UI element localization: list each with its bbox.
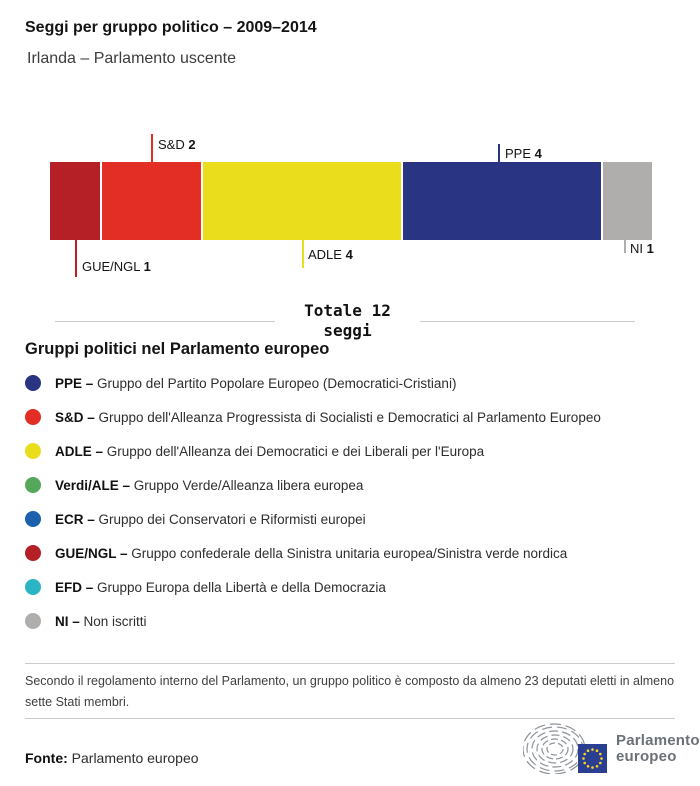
legend-item-ecr — [25, 502, 685, 536]
ppe-dot-icon — [25, 375, 41, 391]
hemicycle-arcs — [523, 724, 585, 774]
callout-label-sd — [158, 137, 196, 152]
footer-rule-bottom — [25, 718, 675, 719]
legend-label: GUE/NGL – Gruppo confederale della Sinistra unitaria europea/Sinistra verde nordica — [55, 545, 568, 561]
group-name: S&D — [158, 137, 185, 152]
callout-tick-ppe — [498, 144, 500, 162]
seat-count: 2 — [188, 137, 196, 152]
efd-dot-icon — [25, 579, 41, 595]
legend-item-ppe — [25, 366, 685, 400]
footer-note: Secondo il regolamento interno del Parlamento, un gruppo politico è composto da almeno 23 deputati eletti in almeno sette Stati membri. — [25, 674, 675, 709]
ep-logo-line1: Parlamento — [616, 732, 700, 749]
legend-list — [25, 366, 685, 638]
ep-logo-text — [616, 733, 700, 765]
source-value: Parlamento europeo — [71, 750, 199, 766]
bar-segment-gue — [50, 162, 100, 240]
ecr-dot-icon — [25, 511, 41, 527]
legend-heading: Gruppi politici nel Parlamento europeo — [25, 340, 330, 358]
legend-label: ADLE – Gruppo dell'Alleanza dei Democratici e dei Liberali per l'Europa — [55, 443, 485, 459]
seat-count: 1 — [646, 241, 654, 256]
callout-label-ni — [630, 241, 654, 256]
ep-logo — [523, 722, 700, 774]
footer-rule-top — [25, 663, 675, 664]
bar-segment-sd — [102, 162, 201, 240]
legend-item-verdi — [25, 468, 685, 502]
callout-tick-gue — [75, 240, 77, 277]
divider-line-right — [420, 321, 635, 322]
total-line2: seggi — [323, 321, 372, 340]
bar-segment-ppe — [403, 162, 601, 240]
bar-segment-ni — [603, 162, 653, 240]
legend-label: ECR – Gruppo dei Conservatori e Riformisti europei — [55, 511, 366, 527]
callout-label-ppe — [505, 146, 542, 161]
bar-segment-adle — [203, 162, 401, 240]
ni-dot-icon — [25, 613, 41, 629]
legend-item-efd — [25, 570, 685, 604]
seat-bar — [50, 162, 652, 240]
verdi-dot-icon — [25, 477, 41, 493]
divider-line-left — [55, 321, 275, 322]
legend-item-gue — [25, 536, 685, 570]
legend-label: Verdi/ALE – Gruppo Verde/Alleanza libera europea — [55, 477, 364, 493]
seat-count: 1 — [143, 259, 151, 274]
legend-label: PPE – Gruppo del Partito Popolare Europeo (Democratici-Cristiani) — [55, 375, 457, 391]
legend-item-sd — [25, 400, 685, 434]
total-seats-label — [270, 301, 425, 341]
seat-count: 4 — [345, 247, 353, 262]
legend-label: S&D – Gruppo dell'Alleanza Progressista di Socialisti e Democratici al Parlamento Europeo — [55, 409, 601, 425]
callout-tick-adle — [302, 240, 304, 268]
callout-label-adle — [308, 247, 353, 262]
adle-dot-icon — [25, 443, 41, 459]
legend-label: NI – Non iscritti — [55, 613, 147, 629]
group-name: GUE/NGL — [82, 259, 141, 274]
ep-logo-line2: europeo — [616, 748, 677, 765]
source-label: Fonte: — [25, 750, 68, 766]
ep-hemicycle-icon — [523, 722, 611, 774]
legend-item-ni — [25, 604, 685, 638]
page-subtitle: Irlanda – Parlamento uscente — [27, 50, 237, 67]
legend-label: EFD – Gruppo Europa della Libertà e della Democrazia — [55, 579, 386, 595]
source-line — [25, 750, 199, 766]
group-name: ADLE — [308, 247, 342, 262]
gue-dot-icon — [25, 545, 41, 561]
callout-tick-sd — [151, 134, 153, 162]
total-line1: Totale 12 — [304, 301, 391, 320]
page-title: Seggi per gruppo politico – 2009–2014 — [25, 19, 317, 36]
legend-item-adle — [25, 434, 685, 468]
callout-label-gue — [82, 259, 151, 274]
callout-tick-ni — [624, 240, 626, 253]
group-name: NI — [630, 241, 643, 256]
seat-count: 4 — [534, 146, 542, 161]
group-name: PPE — [505, 146, 532, 161]
sd-dot-icon — [25, 409, 41, 425]
